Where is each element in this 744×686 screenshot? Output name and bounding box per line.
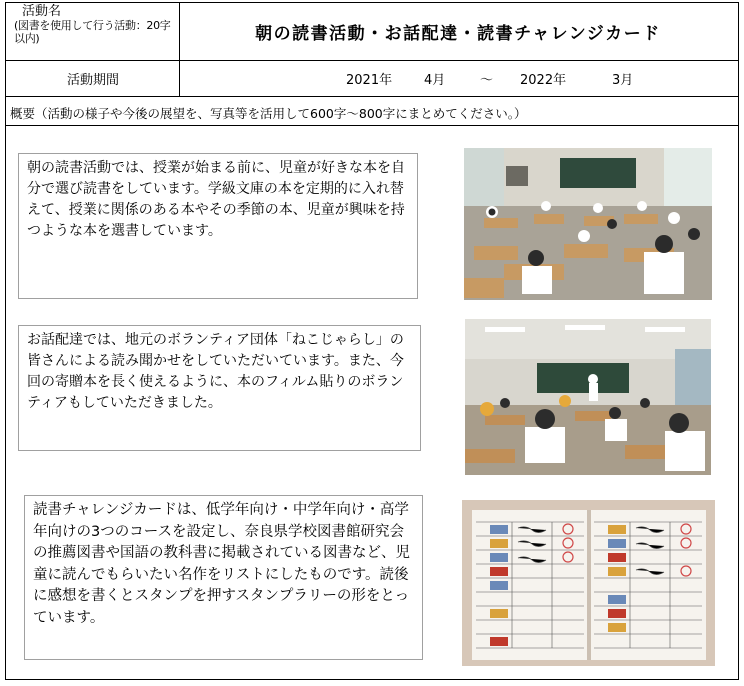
row-divider (5, 125, 739, 126)
section-text: お話配達では、地元のボランティア団体「ねこじゃらし」の皆さんによる読み聞かせをしていただいています。また、今回の寄贈本を長く使えるように、本のフィルム貼りのボランティアもしていただきました。 (27, 332, 404, 411)
section-text-box (18, 153, 418, 299)
classroom-reading-photo-icon (464, 148, 712, 300)
activity-name-label: 活動名 (22, 4, 62, 19)
period-start-year: 2021年 (346, 73, 393, 88)
period-end-year: 2022年 (520, 73, 567, 88)
row-divider (5, 96, 739, 97)
storytelling-photo-icon (465, 319, 711, 475)
period-end-month: 3月 (612, 73, 634, 88)
section-text-box (18, 325, 421, 451)
row-divider (5, 60, 739, 61)
challenge-card-photo-icon (462, 500, 715, 666)
period-label: 活動期間 (66, 72, 119, 88)
activity-title: 朝の読書活動・お話配達・読書チャレンジカード (255, 24, 661, 44)
section-text: 朝の読書活動では、授業が始まる前に、児童が好きな本を自分で選び読書をしています。学級文庫の本を定期的に入れ替えて、授業に関係のある本やその季節の本、児童が興味を持つような本を選書しています。 (27, 160, 405, 239)
activity-name-note: (図書を使用して行う活動：20字以内) (14, 19, 171, 45)
section-text-box (24, 495, 423, 660)
period-separator: ～ (480, 73, 494, 88)
section-text: 読書チャレンジカードは、低学年向け・中学年向け・高学年向けの3つのコースを設定し、奈良県学校図書館研究会の推薦図書や国語の教科書に掲載されている図書など、児童に読んでもらいたい名作をリストにしたものです。読後に感想を書くとスタンプを押すスタンプラリーの形をとっています。 (33, 502, 410, 626)
summary-label: 概要（活動の様子や今後の展望を、写真等を活用して600字～800字にまとめてください。） (10, 106, 527, 121)
period-value (180, 62, 738, 94)
activity-name-label-cell (14, 4, 176, 45)
period-start-month: 4月 (424, 73, 446, 88)
